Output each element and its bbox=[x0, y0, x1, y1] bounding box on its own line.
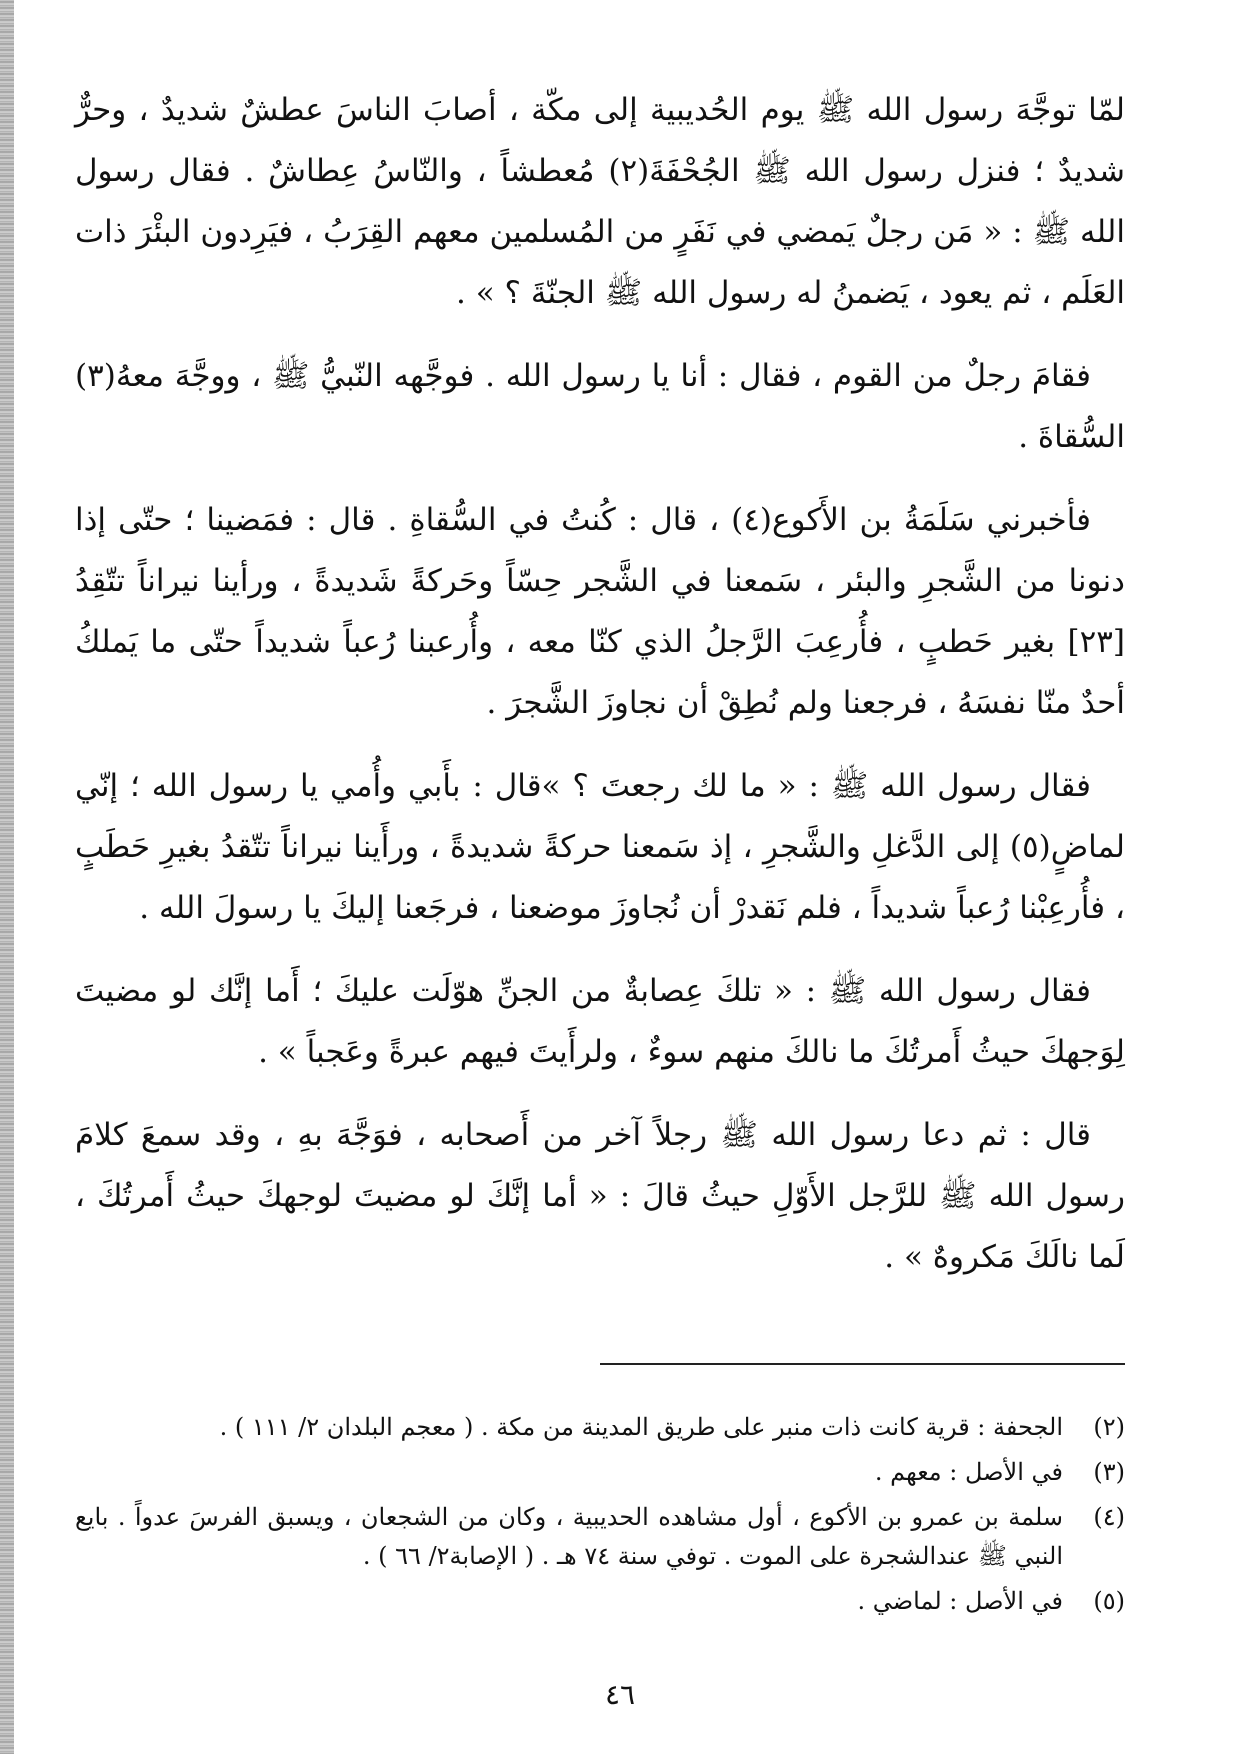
page-number: ٤٦ bbox=[604, 1678, 636, 1711]
footnote-4 bbox=[75, 1498, 1125, 1576]
footnote-5 bbox=[75, 1582, 1125, 1621]
footnote-number: (٢) bbox=[1093, 1413, 1125, 1441]
footnote-number: (٤) bbox=[1093, 1503, 1125, 1531]
footnote-number: (٥) bbox=[1093, 1587, 1125, 1615]
paragraph-2: فقامَ رجلٌ من القوم ، فقال : أنا يا رسول الله . فوجَّهه النّبيُّ ﷺ ، ووجَّهَ معهُ(٣) السُّقاةَ . bbox=[75, 358, 1125, 455]
footnote-number: (٣) bbox=[1093, 1458, 1125, 1486]
footnote-2 bbox=[75, 1408, 1125, 1447]
footnote-text: في الأصل : معهم . bbox=[874, 1458, 1063, 1486]
main-text bbox=[75, 80, 1125, 1310]
footnote-3 bbox=[75, 1453, 1125, 1492]
paragraph-1: لمّا توجَّهَ رسول الله ﷺ يوم الحُديبية إلى مكّة ، أصابَ الناسَ عطشٌ شديدٌ ، وحرٌّ شديدٌ ؛ فنزل رسول الله ﷺ الجُحْفَةَ(٢) مُعطشاً ، والنّاسُ عِطاشٌ . فقال رسول الله ﷺ : « مَن رجلٌ يَمضي في نَفَرٍ من المُسلمين معهم القِرَبُ ، فيَرِدون البئْرَ ذات العَلَم ، ثم يعود ، يَضمنُ له رسول الله ﷺ الجنّةَ ؟ » . bbox=[75, 92, 1125, 311]
footnote-text: في الأصل : لماضي . bbox=[857, 1587, 1063, 1615]
paragraph-3: فأخبرني سَلَمَةُ بن الأَكوع(٤) ، قال : كُنتُ في السُّقاةِ . قال : فمَضينا ؛ حتّى إذا دنونا من الشَّجرِ والبئر ، سَمعنا في الشَّجر حِسّاً وحَركةً شَديدةً ، ورأينا نيراناً تتّقِدُ [٢٣] بغير حَطبٍ ، فأُرعِبَ الرَّجلُ الذي كنّا معه ، وأُرعبنا رُعباً شديداً حتّى ما يَملكُ أحدٌ منّا نفسَهُ ، فرجعنا ولم نُطِقْ أن نجاوزَ الشَّجرَ . bbox=[75, 502, 1125, 721]
paragraph-6: قال : ثم دعا رسول الله ﷺ رجلاً آخر من أَصحابه ، فوَجَّهَ بهِ ، وقد سمعَ كلامَ رسول الله ﷺ للرَّجل الأَوّلِ حيثُ قالَ : « أما إنَّكَ لو مضيتَ لوجهكَ حيثُ أَمرتُكَ ، لَما نالَكَ مَكروهٌ » . bbox=[75, 1117, 1125, 1275]
footnotes bbox=[75, 1408, 1125, 1627]
footnote-text: الجحفة : قرية كانت ذات منبر على طريق المدينة من مكة . ( معجم البلدان ٢/ ١١١ ) . bbox=[219, 1413, 1063, 1441]
footnote-divider bbox=[600, 1363, 1125, 1365]
scan-shadow-edge bbox=[0, 0, 14, 1754]
paragraph-5: فقال رسول الله ﷺ : « تلكَ عِصابةٌ من الجنِّ هوّلَت عليكَ ؛ أَما إنَّك لو مضيتَ لِوَجهكَ حيثُ أَمرتُكَ ما نالكَ منهم سوءٌ ، ولرأَيتَ فيهم عبرةً وعَجباً » . bbox=[75, 973, 1125, 1070]
footnote-text: سلمة بن عمرو بن الأكوع ، أول مشاهده الحديبية ، وكان من الشجعان ، ويسبق الفرسَ عدواً . بايع النبي ﷺ عندالشجرة على الموت . توفي سنة ٧٤ هـ . ( الإصابة٢/ ٦٦ ) . bbox=[75, 1503, 1063, 1570]
paragraph-4: فقال رسول الله ﷺ : « ما لك رجعتَ ؟ »قال : بأَبي وأُمي يا رسول الله ؛ إنّي لماضٍ(٥) إلى الدَّغلِ والشَّجرِ ، إذ سَمعنا حركةً شديدةً ، ورأَينا نيراناً تتّقدُ بغيرِ حَطَبٍ ، فأُرعِبْنا رُعباً شديداً ، فلم نَقدرْ أن نُجاوزَ موضعنا ، فرجَعنا إليكَ يا رسولَ الله . bbox=[75, 768, 1125, 926]
